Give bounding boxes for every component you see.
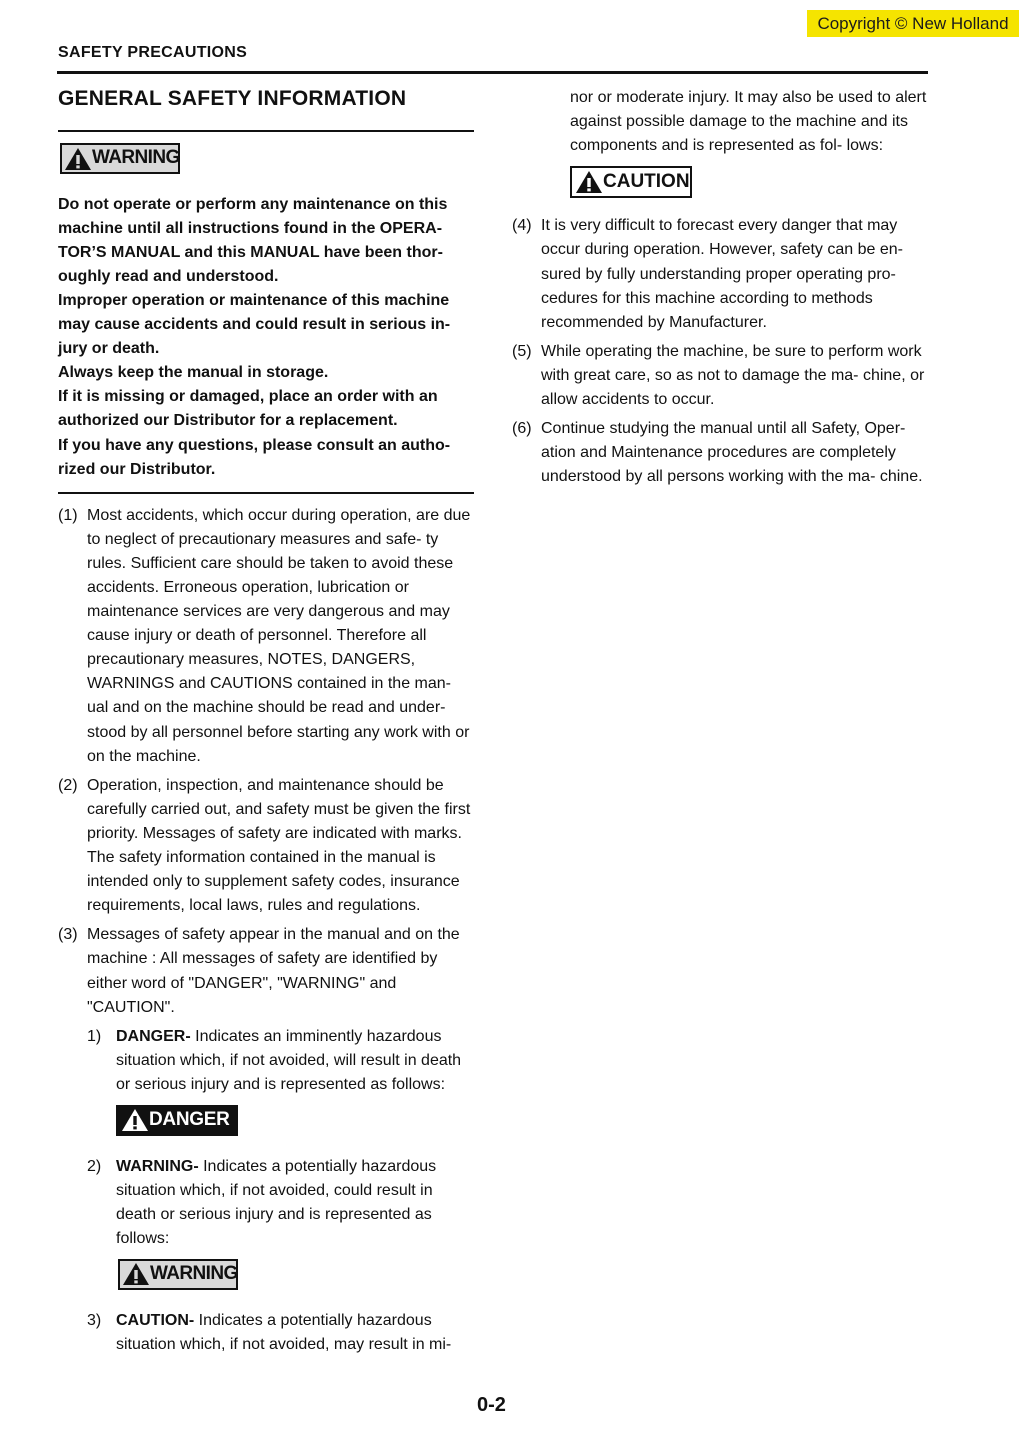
warning-label-text: WARNING: [150, 1263, 238, 1285]
list-item: [512, 214, 928, 334]
caution-continued-text: nor or moderate injury. It may also be used to alert against possible damage to the machine and its components and is represented as fol- lows:: [570, 89, 927, 155]
list-item: [512, 417, 928, 489]
danger-label: [116, 1105, 238, 1136]
list-item: [58, 923, 474, 1356]
sub-item-term: DANGER-: [116, 1027, 191, 1045]
header-rule: [57, 71, 928, 74]
hazard-icon: [122, 1262, 150, 1286]
hazard-icon: [575, 170, 603, 194]
list-item: [512, 340, 928, 412]
warning-line: Always keep the manual in storage.: [58, 364, 329, 382]
caution-label-text: CAUTION: [603, 171, 690, 193]
item-number: (6): [512, 420, 532, 438]
item-number: (5): [512, 342, 532, 360]
item-text: Most accidents, which occur during operation, are due to neglect of precautionary measures and safe- ty rules. Sufficient care should be taken to avoid these accidents. Erroneous operation, lubrication or maintenance services are very dangerous and may cause injury or death of personnel. Therefore all precautionary measures, NOTES, DANGERS, WARNINGS and CAUTIONS contained in the man- ual and on the machine should be read and under- stood by all personnel before starting any work with or on the machine.: [87, 506, 471, 765]
right-column: [512, 86, 928, 494]
warning-line: If you have any questions, please consult an autho- rized our Distributor.: [58, 436, 451, 478]
sub-item-caution: [87, 1309, 474, 1357]
warning-label: [118, 1259, 238, 1290]
item-number: (1): [58, 506, 78, 524]
warning-label-text: WARNING: [92, 147, 180, 169]
item-text: Operation, inspection, and maintenance should be carefully carried out, and safety must be given the first priority. Messages of safety are indicated with marks. The safety information contained in the manual is intended only to supplement safety codes, insurance requirements, local laws, rules and regulations.: [87, 776, 471, 915]
sub-item-danger: [87, 1025, 474, 1141]
item-text: It is very difficult to forecast every danger that may occur during operation. However, safety can be en- sured by fully understanding proper operating pro- cedures for this machine according to methods recommended by Manufacturer.: [541, 217, 903, 331]
list-item: [58, 504, 474, 769]
hazard-icon: [121, 1108, 149, 1132]
danger-label-text: DANGER: [149, 1109, 230, 1131]
item-text: Continue studying the manual until all Safety, Oper- ation and Maintenance procedures are completely understood by all persons working with the ma- chine.: [541, 420, 923, 486]
list-item: [58, 774, 474, 919]
sub-item-term: CAUTION-: [116, 1311, 195, 1329]
caution-label: [570, 166, 692, 198]
warning-bottom-rule: [58, 492, 474, 494]
sub-item-text: Indicates a potentially hazardous situation which, if not avoided, could result in death or serious injury and is represented as follows:: [116, 1157, 437, 1247]
warning-line: If it is missing or damaged, place an order with an authorized our Distributor for a replacement.: [58, 388, 438, 430]
sub-item-number: 2): [87, 1157, 102, 1175]
sub-item-text: Indicates an imminently hazardous situation which, if not avoided, will result in death or serious injury and is represented as follows:: [116, 1027, 462, 1093]
warning-message: [58, 193, 474, 482]
item-number: (4): [512, 217, 532, 235]
title-rule: [58, 130, 474, 132]
sub-item-number: 1): [87, 1027, 102, 1045]
page-title: GENERAL SAFETY INFORMATION: [58, 87, 407, 110]
sub-item-number: 3): [87, 1311, 102, 1329]
sub-item-term: WARNING-: [116, 1157, 199, 1175]
sub-item-warning: [87, 1155, 474, 1295]
copyright-badge: Copyright © New Holland: [807, 10, 1019, 37]
item-text: While operating the machine, be sure to perform work with great care, so as not to damage the ma- chine, or allow accidents to occur.: [541, 342, 925, 409]
hazard-icon: [64, 147, 92, 171]
warning-line: Do not operate or perform any maintenance on this machine until all instructions found in the OPERA- TOR’S MANUAL and this MANUAL have been thor- oughly read and understood.: [58, 195, 448, 285]
item-number: (2): [58, 776, 78, 794]
warning-label: [60, 143, 180, 174]
sub-item-text: Indicates a potentially hazardous situation which, if not avoided, may result in mi-: [116, 1311, 452, 1353]
item-number: (3): [58, 926, 78, 944]
item-text: Messages of safety appear in the manual and on the machine : All messages of safety are identified by either word of "DANGER", "WARNING" and "CAUTION".: [87, 926, 460, 1016]
page-number: 0-2: [477, 1394, 506, 1416]
left-column: [58, 84, 474, 1362]
section-heading: SAFETY PRECAUTIONS: [58, 44, 248, 61]
warning-line: Improper operation or maintenance of this machine may cause accidents and could result in serious in- jury or death.: [58, 291, 451, 358]
